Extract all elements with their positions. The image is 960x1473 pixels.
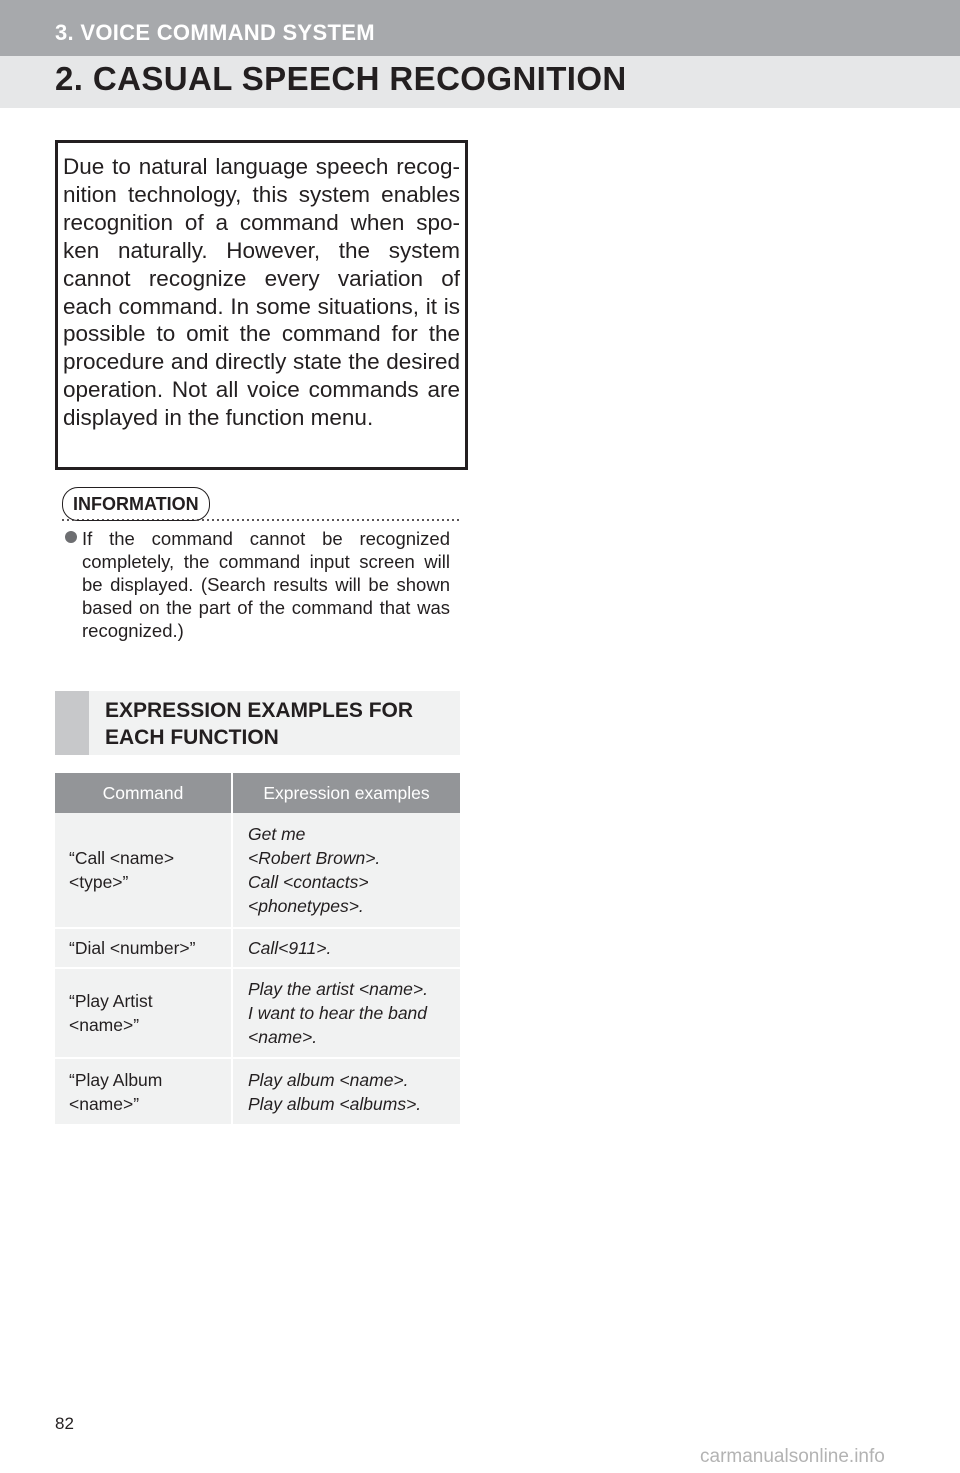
column-header-command: Command xyxy=(55,773,232,813)
page-number: 82 xyxy=(55,1414,74,1433)
table-row xyxy=(55,928,460,968)
command-cell: “Dial <number>” xyxy=(55,928,232,968)
examples-cell: Play the artist <name>. I want to hear the band <name>. xyxy=(232,968,460,1058)
examples-cell: Call<911>. xyxy=(232,928,460,968)
command-cell: “Play Album <name>” xyxy=(55,1058,232,1124)
table-row xyxy=(55,813,460,928)
information-divider xyxy=(62,519,460,521)
information-label: INFORMATION xyxy=(62,487,210,521)
page-title-bar xyxy=(0,56,960,108)
heading-tab-marker xyxy=(55,691,89,755)
table-row xyxy=(55,1058,460,1124)
page-title: 2. CASUAL SPEECH RECOGNITION xyxy=(55,60,627,97)
examples-cell: Get me <Robert Brown>. Call <contacts> <phonetypes>. xyxy=(232,813,460,928)
section-header-bar xyxy=(0,0,960,56)
column-header-examples: Expression examples xyxy=(232,773,460,813)
command-cell: “Play Artist <name>” xyxy=(55,968,232,1058)
subsection-heading xyxy=(55,691,460,755)
watermark-text: carmanualsonline.info xyxy=(700,1446,885,1467)
bullet-icon xyxy=(65,531,77,543)
command-cell: “Call <name> <type>” xyxy=(55,813,232,928)
table-row xyxy=(55,968,460,1058)
expression-examples-table xyxy=(55,773,460,1124)
section-title: 3. VOICE COMMAND SYSTEM xyxy=(55,20,375,45)
intro-text: Due to natural language speech recognition technology, this system enables recognition of a command when spoken naturally. However, the system cannot recognize every variation of each command. In some situations, it is possible to omit the command for the procedure and directly state the desired operation. Not all voice commands are displayed in the function menu. xyxy=(63,154,460,431)
examples-cell: Play album <name>. Play album <albums>. xyxy=(232,1058,460,1124)
intro-box xyxy=(55,140,468,470)
information-item xyxy=(62,527,450,642)
table-header-row xyxy=(55,773,460,813)
information-item-text: If the command cannot be recognized completely, the command input screen will be displayed. (Search results will be shown based on the part of the command that was recognized.) xyxy=(82,528,450,641)
subsection-heading-text: EXPRESSION EXAMPLES FOR EACH FUNCTION xyxy=(105,699,414,749)
